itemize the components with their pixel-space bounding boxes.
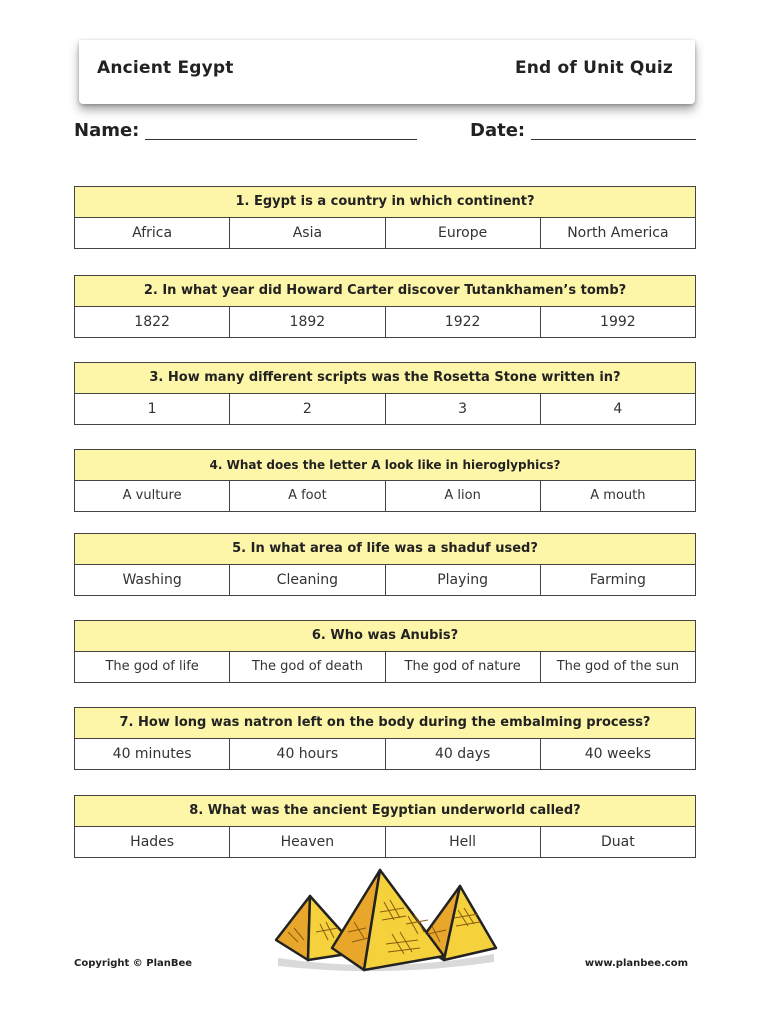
answer-options: [75, 565, 695, 595]
answer-options: [75, 394, 695, 424]
answer-option[interactable]: A foot: [229, 481, 384, 511]
name-field-row: [74, 120, 417, 141]
answer-options: [75, 827, 695, 857]
answer-option[interactable]: Africa: [132, 225, 173, 241]
answer-option[interactable]: Hell: [385, 827, 540, 857]
title-banner: [79, 40, 695, 104]
answer-option[interactable]: 40 weeks: [540, 739, 695, 769]
pyramids-icon: [268, 862, 504, 974]
question-text: 4. What does the letter A look like in hieroglyphics?: [75, 450, 695, 481]
name-blank-line[interactable]: [145, 121, 417, 140]
answer-option[interactable]: Hades: [130, 834, 175, 850]
quiz-title: End of Unit Quiz: [514, 58, 673, 78]
answer-options: [75, 652, 695, 682]
answer-option[interactable]: 1992: [540, 307, 695, 337]
answer-options: [75, 218, 695, 248]
answer-option[interactable]: The god of nature: [385, 652, 540, 682]
question-box-1: [74, 186, 696, 249]
answer-option[interactable]: Farming: [540, 565, 695, 595]
question-text: 6. Who was Anubis?: [75, 621, 695, 652]
question-box-2: [74, 275, 696, 338]
question-text: 1. Egypt is a country in which continent?: [75, 187, 695, 218]
answer-option[interactable]: Duat: [540, 827, 695, 857]
date-label: Date:: [470, 120, 526, 141]
answer-option[interactable]: The god of death: [229, 652, 384, 682]
question-text: 2. In what year did Howard Carter discover Tutankhamen’s tomb?: [75, 276, 695, 307]
answer-option[interactable]: 40 minutes: [112, 746, 192, 762]
answer-option[interactable]: Cleaning: [229, 565, 384, 595]
question-box-6: [74, 620, 696, 683]
answer-option[interactable]: North America: [540, 218, 695, 248]
answer-option[interactable]: Playing: [385, 565, 540, 595]
answer-options: [75, 739, 695, 769]
question-text: 7. How long was natron left on the body during the embalming process?: [75, 708, 695, 739]
answer-option[interactable]: 1892: [229, 307, 384, 337]
answer-options: [75, 307, 695, 337]
answer-option[interactable]: Europe: [385, 218, 540, 248]
date-blank-line[interactable]: [531, 121, 696, 140]
answer-option[interactable]: 1922: [385, 307, 540, 337]
question-box-8: [74, 795, 696, 858]
question-text: 8. What was the ancient Egyptian underworld called?: [75, 796, 695, 827]
answer-option[interactable]: 4: [540, 394, 695, 424]
question-text: 3. How many different scripts was the Rosetta Stone written in?: [75, 363, 695, 394]
answer-option[interactable]: Asia: [229, 218, 384, 248]
question-box-3: [74, 362, 696, 425]
answer-option[interactable]: A mouth: [540, 481, 695, 511]
answer-option[interactable]: 40 hours: [229, 739, 384, 769]
website-link[interactable]: www.planbee.com: [584, 958, 688, 969]
answer-option[interactable]: 1822: [134, 314, 170, 330]
answer-option[interactable]: Heaven: [229, 827, 384, 857]
answer-option[interactable]: Washing: [122, 572, 182, 588]
question-box-5: [74, 533, 696, 596]
answer-option[interactable]: The god of life: [105, 659, 199, 674]
answer-option[interactable]: 2: [229, 394, 384, 424]
answer-option[interactable]: A vulture: [122, 488, 182, 503]
copyright-text: Copyright © PlanBee: [74, 958, 193, 969]
question-text: 5. In what area of life was a shaduf used?: [75, 534, 695, 565]
question-box-4: [74, 449, 696, 512]
answer-option[interactable]: 40 days: [385, 739, 540, 769]
answer-option[interactable]: 3: [385, 394, 540, 424]
question-box-7: [74, 707, 696, 770]
date-field-row: [470, 120, 696, 141]
answer-option[interactable]: A lion: [385, 481, 540, 511]
page-title: Ancient Egypt: [97, 58, 234, 78]
answer-options: [75, 481, 695, 511]
name-label: Name:: [74, 120, 140, 141]
answer-option[interactable]: The god of the sun: [540, 652, 695, 682]
answer-option[interactable]: 1: [147, 401, 157, 417]
